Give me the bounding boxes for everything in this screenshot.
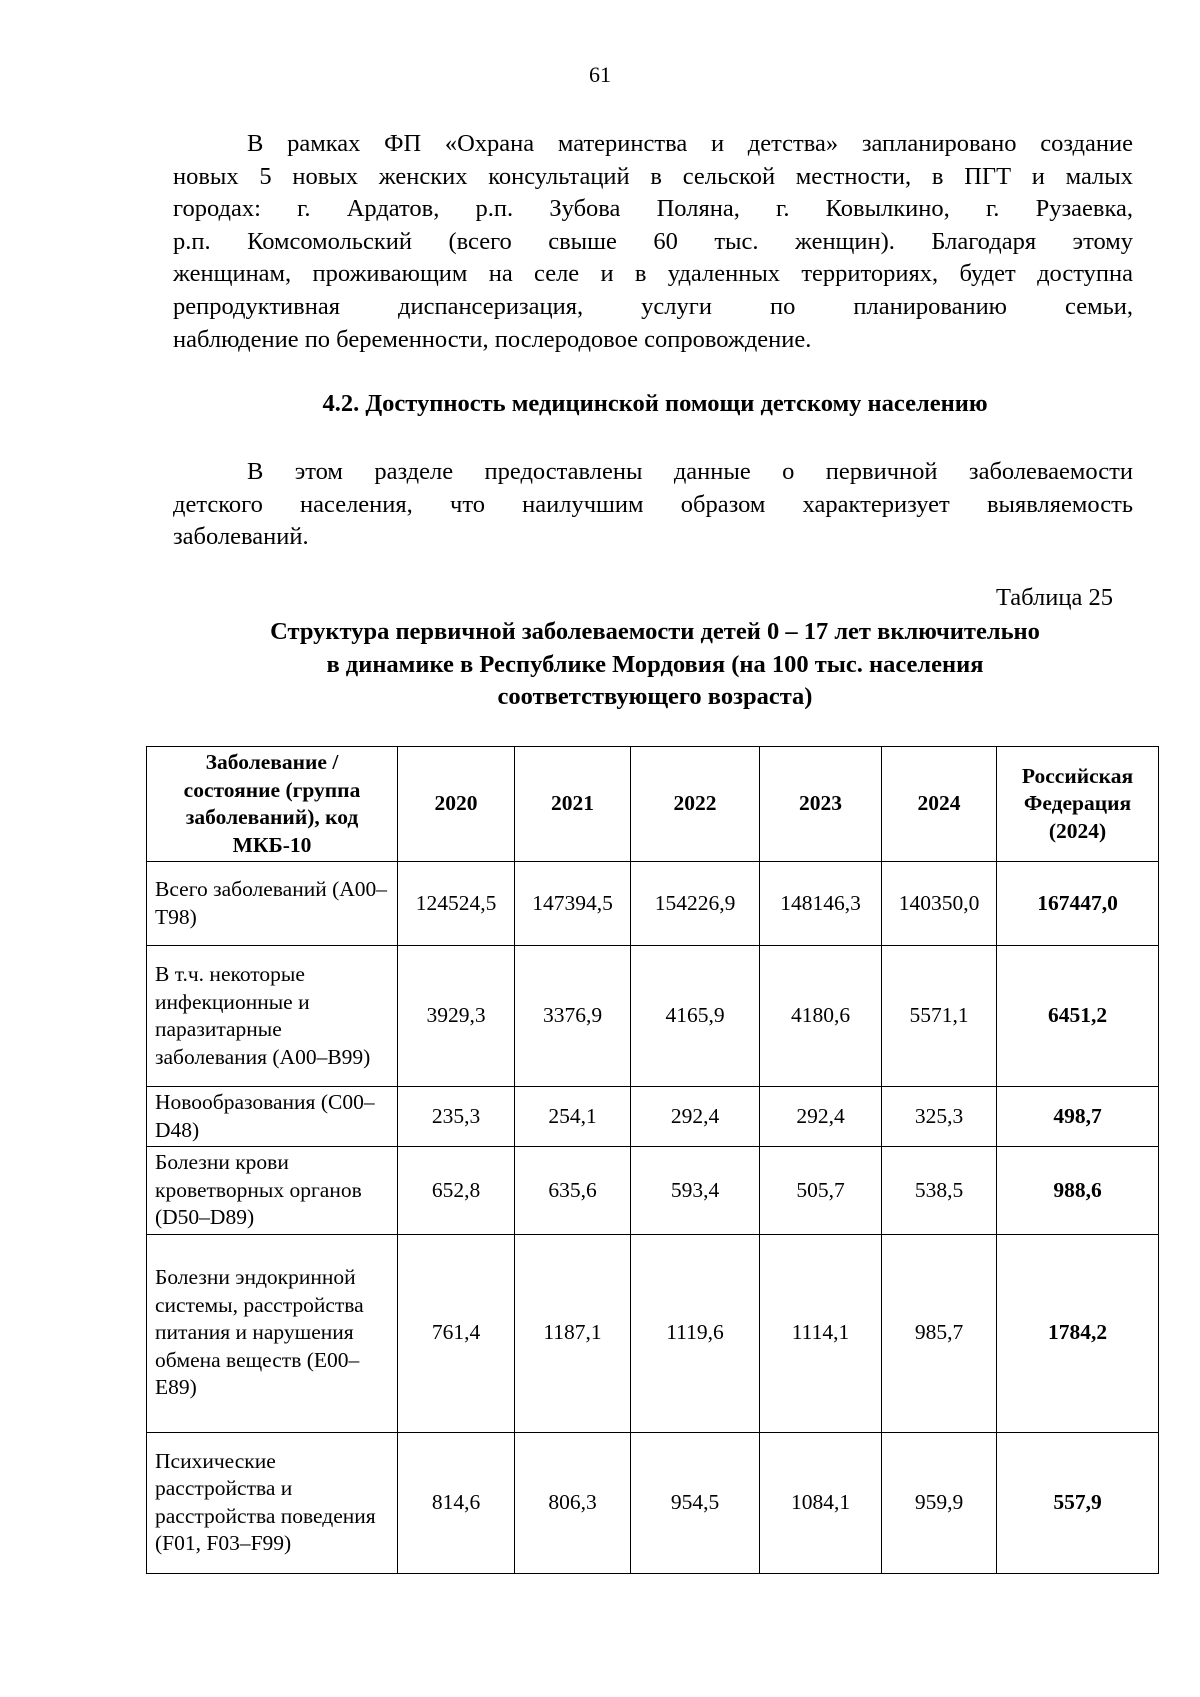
cell-value: 1114,1	[760, 1234, 882, 1432]
text-line: новых 5 новых женских консультаций в сельской местности, в ПГТ и малых	[173, 162, 1133, 190]
table-row	[147, 946, 1159, 1087]
header-2024: 2024	[882, 747, 997, 862]
cell-value: 325,3	[882, 1087, 997, 1147]
intro-paragraph	[173, 128, 1133, 356]
cell-rf-value: 988,6	[997, 1147, 1159, 1235]
table-row	[147, 862, 1159, 946]
row-disease-name: Психические расстройства и расстройства поведения (F01, F03–F99)	[147, 1432, 398, 1573]
text-line: городах: г. Ардатов, р.п. Зубова Поляна, г. Ковылкино, г. Рузаевка,	[173, 195, 1133, 223]
table-row	[147, 1087, 1159, 1147]
cell-value: 147394,5	[515, 862, 631, 946]
table-title-line: соответствующего возраста)	[497, 683, 813, 710]
text-line: В рамках ФП «Охрана материнства и детства» запланировано создание	[247, 130, 1133, 157]
text-line: наблюдение по беременности, послеродовое сопровождение.	[173, 325, 812, 353]
header-2023: 2023	[760, 747, 882, 862]
cell-value: 959,9	[882, 1432, 997, 1573]
cell-value: 3929,3	[398, 946, 515, 1087]
cell-value: 1119,6	[631, 1234, 760, 1432]
row-disease-name: Болезни эндокринной системы, расстройства питания и нарушения обмена веществ (E00–E89)	[147, 1234, 398, 1432]
row-disease-name: Всего заболеваний (A00–T98)	[147, 862, 398, 946]
text-line: р.п. Комсомольский (всего свыше 60 тыс. женщин). Благодаря этому	[173, 227, 1133, 255]
header-disease: Заболевание / состояние (группа заболеваний), код МКБ-10	[147, 747, 398, 862]
morbidity-table	[146, 746, 1159, 1574]
table-title	[0, 616, 1200, 714]
text-line: детского населения, что наилучшим образом характеризует выявляемость	[173, 490, 1133, 518]
table-title-line: в динамике в Республике Мордовия (на 100 тыс. населения	[326, 650, 984, 678]
cell-value: 985,7	[882, 1234, 997, 1432]
table-header-row	[147, 747, 1159, 862]
cell-value: 4180,6	[760, 946, 882, 1087]
header-rf: Российская Федерация (2024)	[997, 747, 1159, 862]
cell-value: 806,3	[515, 1432, 631, 1573]
table-row	[147, 1147, 1159, 1235]
cell-value: 3376,9	[515, 946, 631, 1087]
cell-value: 235,3	[398, 1087, 515, 1147]
cell-rf-value: 1784,2	[997, 1234, 1159, 1432]
cell-value: 254,1	[515, 1087, 631, 1147]
cell-value: 292,4	[631, 1087, 760, 1147]
cell-value: 761,4	[398, 1234, 515, 1432]
table-row	[147, 1432, 1159, 1573]
page-number: 61	[589, 62, 611, 87]
cell-value: 1187,1	[515, 1234, 631, 1432]
header-2020: 2020	[398, 747, 515, 862]
cell-value: 140350,0	[882, 862, 997, 946]
section-heading: 4.2. Доступность медицинской помощи детскому населению	[322, 390, 988, 417]
section-paragraph	[173, 456, 1133, 554]
table-label: Таблица 25	[995, 584, 1113, 611]
cell-value: 4165,9	[631, 946, 760, 1087]
text-line: В этом разделе предоставлены данные о первичной заболеваемости	[247, 458, 1133, 485]
cell-value: 814,6	[398, 1432, 515, 1573]
row-disease-name: Болезни крови кроветворных органов (D50–D89)	[147, 1147, 398, 1235]
header-2022: 2022	[631, 747, 760, 862]
cell-rf-value: 167447,0	[997, 862, 1159, 946]
cell-rf-value: 557,9	[997, 1432, 1159, 1573]
cell-value: 593,4	[631, 1147, 760, 1235]
table-row	[147, 1234, 1159, 1432]
cell-value: 292,4	[760, 1087, 882, 1147]
cell-rf-value: 6451,2	[997, 946, 1159, 1087]
row-disease-name: В т.ч. некоторые инфекционные и паразитарные заболевания (A00–B99)	[147, 946, 398, 1087]
cell-value: 538,5	[882, 1147, 997, 1235]
text-line: репродуктивная диспансеризация, услуги по планированию семьи,	[173, 292, 1133, 320]
header-2021: 2021	[515, 747, 631, 862]
cell-value: 635,6	[515, 1147, 631, 1235]
cell-value: 148146,3	[760, 862, 882, 946]
text-line: заболеваний.	[173, 523, 309, 551]
row-disease-name: Новообразования (C00–D48)	[147, 1087, 398, 1147]
cell-value: 954,5	[631, 1432, 760, 1573]
text-line: женщинам, проживающим на селе и в удаленных территориях, будет доступна	[173, 260, 1133, 288]
cell-rf-value: 498,7	[997, 1087, 1159, 1147]
cell-value: 154226,9	[631, 862, 760, 946]
table-title-line: Структура первичной заболеваемости детей 0 – 17 лет включительно	[270, 618, 1040, 645]
cell-value: 505,7	[760, 1147, 882, 1235]
cell-value: 5571,1	[882, 946, 997, 1087]
cell-value: 1084,1	[760, 1432, 882, 1573]
cell-value: 124524,5	[398, 862, 515, 946]
cell-value: 652,8	[398, 1147, 515, 1235]
